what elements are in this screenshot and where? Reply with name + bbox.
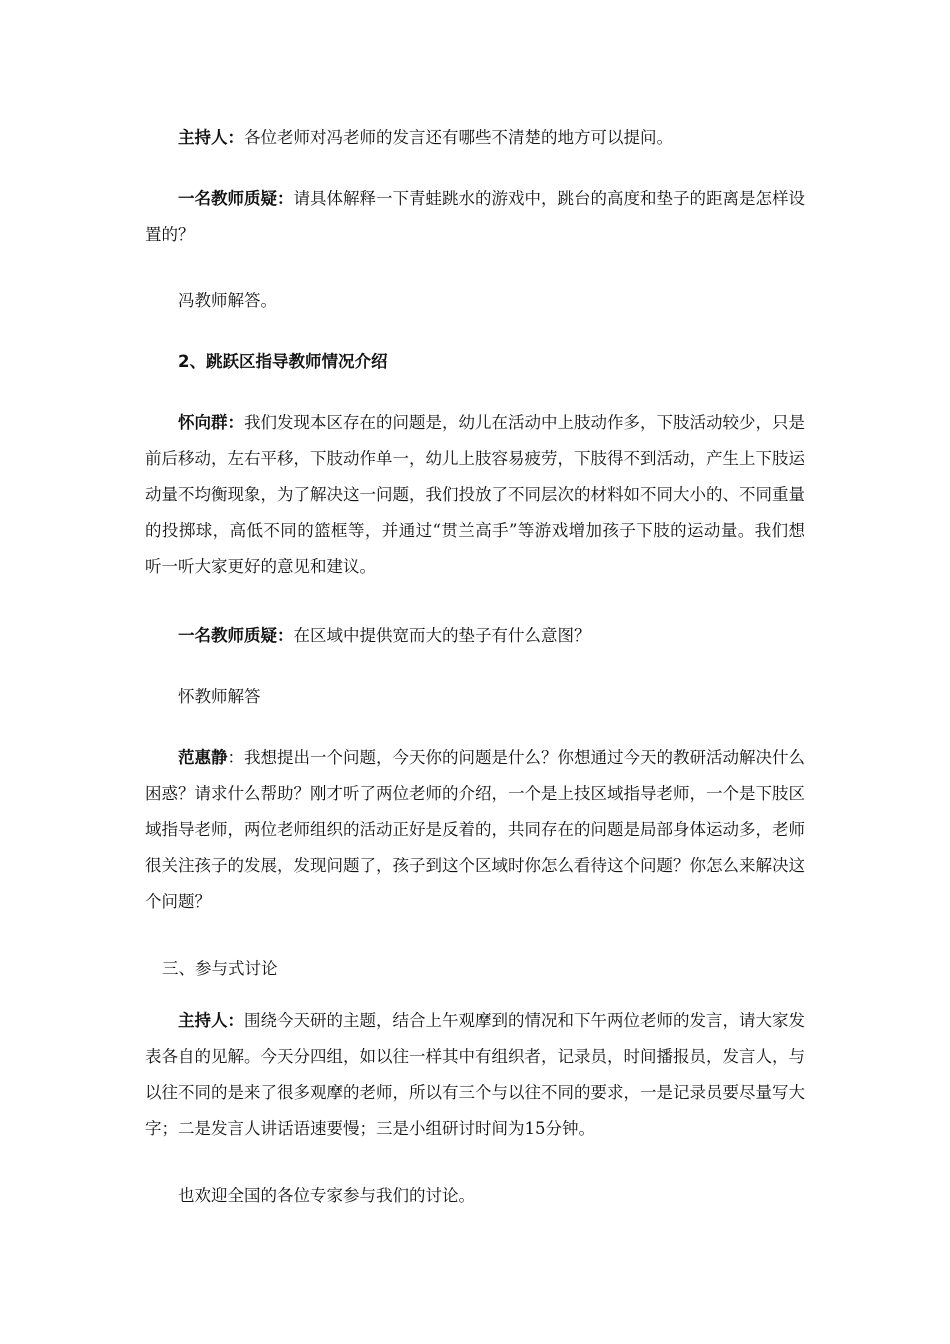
speaker-label: 怀向群：	[178, 413, 244, 432]
paragraph-text: ：我想提出一个问题，今天你的问题是什么？你想通过今天的教研活动解决什么困惑？请求什么帮助？刚才听了两位老师的介绍，一个是上技区域指导老师，一个是下肢区域指导老师，两位老师组织的活动正好是反着的，共同存在的问题是局部身体运动多，老师很关注孩子的发展，发现问题了，孩子到这个区域时你怎么看待这个问题？你怎么来解决这个问题？	[145, 748, 805, 911]
paragraph-fan-huijing	[145, 740, 805, 920]
paragraph-text: 请具体解释一下青蛙跳水的游戏中，跳台的高度和垫子的距离是怎样设置的？	[145, 189, 805, 244]
paragraph-huai-answer	[145, 679, 805, 715]
speaker-label: 一名教师质疑：	[178, 626, 294, 645]
heading-text: 2、跳跃区指导教师情况介绍	[178, 352, 388, 371]
speaker-label: 范惠静	[178, 748, 228, 767]
section-heading-discussion	[145, 951, 805, 987]
paragraph-huai-xiangqun	[145, 405, 805, 585]
paragraph-teacher-question-1	[145, 181, 805, 253]
speaker-label: 一名教师质疑：	[178, 189, 294, 208]
paragraph-teacher-question-2	[145, 618, 805, 654]
paragraph-text: 怀教师解答	[178, 687, 261, 706]
paragraph-text: 冯教师解答。	[178, 291, 277, 310]
paragraph-text: 各位老师对冯老师的发言还有哪些不清楚的地方可以提问。	[244, 128, 673, 147]
speaker-label: 主持人：	[178, 128, 244, 147]
paragraph-text: 在区域中提供宽而大的垫子有什么意图？	[293, 626, 591, 645]
paragraph-host-discussion	[145, 1003, 805, 1147]
paragraph-feng-answer	[145, 283, 805, 319]
paragraph-welcome-experts	[145, 1178, 805, 1214]
paragraph-text: 也欢迎全国的各位专家参与我们的讨论。	[178, 1186, 475, 1205]
paragraph-text: 我们发现本区存在的问题是，幼儿在活动中上肢动作多，下肢活动较少，只是前后移动，左右平移，下肢动作单一，幼儿上肢容易疲劳，下肢得不到活动，产生上下肢运动量不均衡现象，为了解决这一问题，我们投放了不同层次的材料如不同大小的、不同重量的投掷球，高低不同的篮框等，并通过“贯兰高手”等游戏增加孩子下肢的运动量。我们想听一听大家更好的意见和建议。	[145, 413, 805, 576]
section-heading-jump-area	[145, 344, 805, 380]
paragraph-text: 围绕今天研的主题，结合上午观摩到的情况和下午两位老师的发言，请大家发表各自的见解。今天分四组，如以往一样其中有组织者，记录员，时间播报员，发言人，与以往不同的是来了很多观摩的老师，所以有三个与以往不同的要求，一是记录员要尽量写大字；二是发言人讲话语速要慢；三是小组研讨时间为15分钟。	[145, 1011, 805, 1138]
heading-text: 三、参与式讨论	[162, 959, 278, 978]
paragraph-host-question	[145, 120, 805, 156]
speaker-label: 主持人：	[178, 1011, 244, 1030]
